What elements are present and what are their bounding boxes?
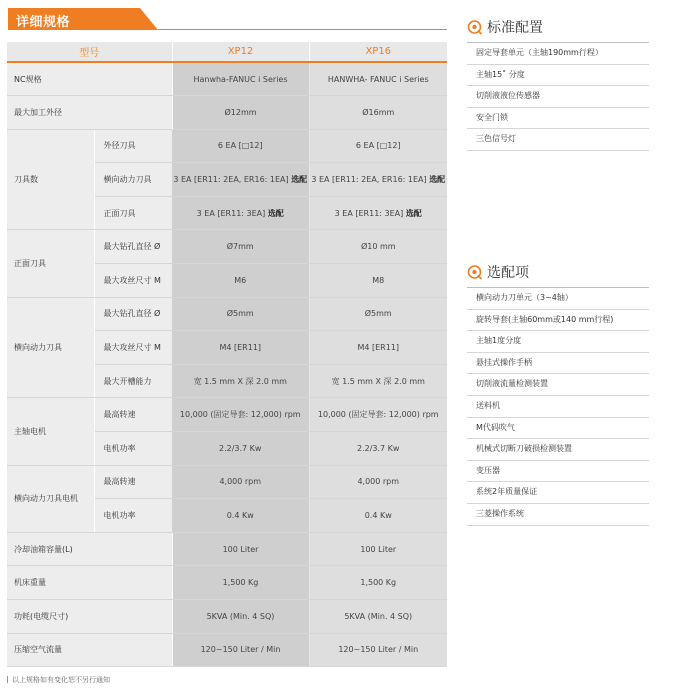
- options-title: 选配项: [487, 265, 529, 281]
- xp16-value: 2.2/3.7 Kw: [309, 432, 447, 466]
- table-row: [7, 297, 447, 331]
- section-header-tab: [8, 8, 158, 30]
- column-header-xp12: XP12: [172, 42, 309, 62]
- footnote-text: 以上规格如有变化恕不另行通知: [12, 676, 110, 684]
- xp16-value: 6 EA [□12]: [309, 129, 447, 163]
- table-row: [7, 566, 447, 600]
- xp16-value: 10,000 (固定导套: 12,000) rpm: [309, 398, 447, 432]
- table-header-row: [7, 42, 447, 62]
- value-text: 3 EA [ER11: 3EA]: [334, 208, 406, 218]
- xp16-value: M8: [309, 264, 447, 298]
- xp12-value: 1,500 Kg: [172, 566, 309, 600]
- row-sub-label: 最大开槽能力: [94, 364, 172, 398]
- xp12-value: 5KVA (Min. 4 SQ): [172, 600, 309, 634]
- list-item: M代码吹气: [467, 418, 649, 440]
- xp12-value: 120~150 Liter / Min: [172, 633, 309, 667]
- row-group-label: 主轴电机: [7, 398, 94, 465]
- list-item: 固定导套单元（主轴190mm行程）: [467, 43, 649, 65]
- target-icon: [467, 19, 483, 35]
- table-row: [7, 465, 447, 499]
- header-divider: [158, 29, 447, 30]
- option-mark: 选配: [267, 208, 284, 218]
- xp12-value: 宽 1.5 mm X 深 2.0 mm: [172, 364, 309, 398]
- options-section: [467, 263, 649, 526]
- xp12-value: 10,000 (固定导套: 12,000) rpm: [172, 398, 309, 432]
- row-group-label: 刀具数: [7, 129, 94, 230]
- xp16-value: [309, 196, 447, 230]
- column-header-model: 型号: [7, 42, 172, 62]
- row-label: 压缩空气流量: [7, 633, 172, 667]
- list-item: 三色信号灯: [467, 129, 649, 151]
- xp16-value: 1,500 Kg: [309, 566, 447, 600]
- option-mark: 选配: [291, 175, 308, 185]
- row-group-label: 横向动力刀具: [7, 297, 94, 398]
- footnote: [7, 675, 110, 685]
- target-icon: [467, 264, 483, 280]
- section-title: 详细规格: [16, 15, 71, 30]
- xp16-value: 0.4 Kw: [309, 499, 447, 533]
- xp16-value: 120~150 Liter / Min: [309, 633, 447, 667]
- list-item: 悬挂式操作手柄: [467, 353, 649, 375]
- xp12-value: 100 Liter: [172, 532, 309, 566]
- table-row: [7, 398, 447, 432]
- xp12-value: Hanwha-FANUC i Series: [172, 62, 309, 96]
- row-label: NC规格: [7, 62, 172, 96]
- xp12-value: M4 [ER11]: [172, 331, 309, 365]
- table-row: [7, 230, 447, 264]
- options-heading: [467, 263, 649, 281]
- list-item: 变压器: [467, 461, 649, 483]
- options-list: [467, 287, 649, 526]
- xp12-value: Ø7mm: [172, 230, 309, 264]
- option-mark: 选配: [405, 208, 422, 218]
- row-sub-label: 最大攻丝尺寸 M: [94, 331, 172, 365]
- xp16-value: [309, 163, 447, 197]
- xp16-value: Ø10 mm: [309, 230, 447, 264]
- xp16-value: M4 [ER11]: [309, 331, 447, 365]
- row-sub-label: 外径刀具: [94, 129, 172, 163]
- table-row: [7, 633, 447, 667]
- list-item: 机械式切断刀破损检测装置: [467, 439, 649, 461]
- row-group-label: 正面刀具: [7, 230, 94, 297]
- xp12-value: Ø5mm: [172, 297, 309, 331]
- value-text: 3 EA [ER11: 2EA, ER16: 1EA]: [311, 175, 430, 185]
- spec-table: [7, 42, 447, 667]
- row-label: 机床重量: [7, 566, 172, 600]
- list-item: 横向动力刀单元（3~4轴）: [467, 288, 649, 310]
- row-sub-label: 电机功率: [94, 499, 172, 533]
- xp16-value: 宽 1.5 mm X 深 2.0 mm: [309, 364, 447, 398]
- row-sub-label: 最高转速: [94, 465, 172, 499]
- list-item: 切削液流量检测装置: [467, 374, 649, 396]
- xp12-value: 2.2/3.7 Kw: [172, 432, 309, 466]
- standard-config-title: 标准配置: [487, 20, 543, 36]
- xp12-value: 6 EA [□12]: [172, 129, 309, 163]
- list-item: 系统2年质量保证: [467, 482, 649, 504]
- list-item: 安全门锁: [467, 108, 649, 130]
- option-mark: 选配: [429, 175, 446, 185]
- row-label: 冷却油箱容量(L): [7, 532, 172, 566]
- row-label: 最大加工外径: [7, 96, 172, 130]
- row-sub-label: 最大攻丝尺寸 M: [94, 264, 172, 298]
- standard-config-list: [467, 42, 649, 151]
- value-text: 3 EA [ER11: 3EA]: [196, 208, 268, 218]
- table-row: [7, 62, 447, 96]
- list-item: 主轴15˚ 分度: [467, 65, 649, 87]
- xp12-value: Ø12mm: [172, 96, 309, 130]
- list-item: 送料机: [467, 396, 649, 418]
- row-sub-label: 最大钻孔直径 Ø: [94, 297, 172, 331]
- row-group-label: 横向动力刀具电机: [7, 465, 94, 532]
- standard-config-section: [467, 18, 649, 151]
- xp16-value: Ø16mm: [309, 96, 447, 130]
- xp12-value: [172, 163, 309, 197]
- value-text: 3 EA [ER11: 2EA, ER16: 1EA]: [173, 175, 292, 185]
- list-item: 三菱操作系统: [467, 504, 649, 526]
- list-item: 旋转导套(主轴60mm或140 mm行程): [467, 310, 649, 332]
- list-item: 切削液液位传感器: [467, 86, 649, 108]
- row-label: 功耗(电缆尺寸): [7, 600, 172, 634]
- table-row: [7, 600, 447, 634]
- row-sub-label: 电机功率: [94, 432, 172, 466]
- row-sub-label: 最大钻孔直径 Ø: [94, 230, 172, 264]
- standard-config-heading: [467, 18, 649, 36]
- xp16-value: 100 Liter: [309, 532, 447, 566]
- xp16-value: 4,000 rpm: [309, 465, 447, 499]
- xp16-value: 5KVA (Min. 4 SQ): [309, 600, 447, 634]
- table-row: [7, 532, 447, 566]
- row-sub-label: 正面刀具: [94, 196, 172, 230]
- xp16-value: HANWHA- FANUC i Series: [309, 62, 447, 96]
- table-row: [7, 96, 447, 130]
- table-row: [7, 129, 447, 163]
- xp12-value: M6: [172, 264, 309, 298]
- xp12-value: 4,000 rpm: [172, 465, 309, 499]
- xp12-value: [172, 196, 309, 230]
- xp16-value: Ø5mm: [309, 297, 447, 331]
- row-sub-label: 最高转速: [94, 398, 172, 432]
- row-sub-label: 横向动力刀具: [94, 163, 172, 197]
- list-item: 主轴1度分度: [467, 331, 649, 353]
- xp12-value: 0.4 Kw: [172, 499, 309, 533]
- footnote-bar: [7, 676, 8, 683]
- column-header-xp16: XP16: [309, 42, 447, 62]
